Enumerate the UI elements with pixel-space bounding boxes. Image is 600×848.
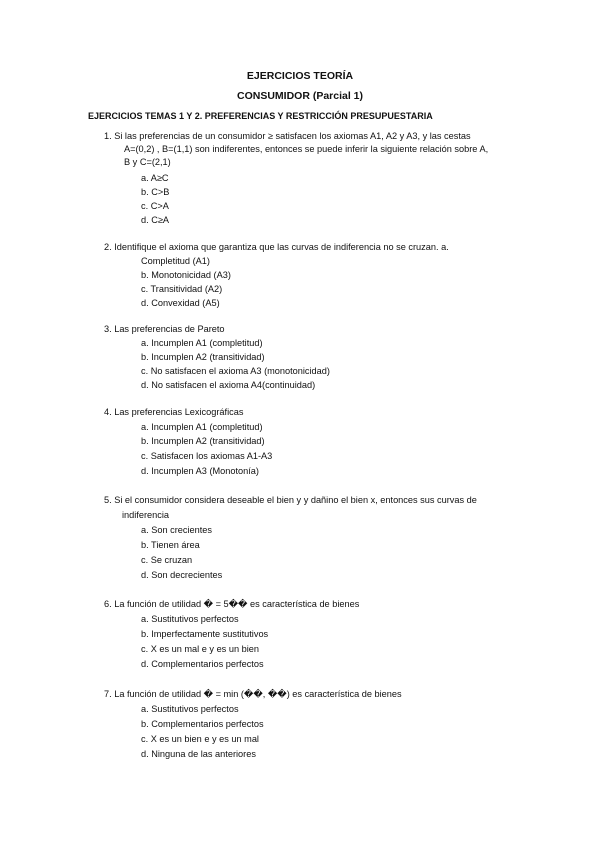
question-7-option-d: d. Ninguna de las anteriores — [141, 749, 256, 759]
question-6-option-c: c. X es un mal e y es un bien — [141, 644, 259, 654]
question-1-line-3: B y C=(2,1) — [124, 157, 171, 167]
question-1-option-b: b. C>B — [141, 187, 170, 197]
question-6-option-b: b. Imperfectamente sustitutivos — [141, 629, 269, 639]
question-5-option-c: c. Se cruzan — [141, 555, 193, 565]
question-7-option-b: b. Complementarios perfectos — [141, 719, 264, 729]
question-5-option-a: a. Son crecientes — [141, 525, 212, 535]
question-3-option-b: b. Incumplen A2 (transitividad) — [141, 352, 265, 362]
question-7-option-a: a. Sustitutivos perfectos — [141, 704, 239, 714]
question-5-option-d: d. Son decrecientes — [141, 570, 223, 580]
question-4-line-1: 4. Las preferencias Lexicográficas — [104, 407, 244, 417]
question-5-option-b: b. Tienen área — [141, 540, 200, 550]
question-1-option-d: d. C≥A — [141, 215, 170, 225]
question-3-line-1: 3. Las preferencias de Pareto — [104, 324, 225, 334]
question-2-line-2: Completitud (A1) — [141, 256, 210, 266]
question-6-line-1: 6. La función de utilidad � = 5�� es característica de bienes — [104, 599, 360, 609]
question-3-option-d: d. No satisfacen el axioma A4(continuidad) — [141, 380, 316, 390]
question-6-option-a: a. Sustitutivos perfectos — [141, 614, 239, 624]
question-1-line-2: A=(0,2) , B=(1,1) son indiferentes, entonces se puede inferir la siguiente relación sobre A, — [124, 144, 489, 154]
question-4-option-d: d. Incumplen A3 (Monotonía) — [141, 466, 259, 476]
section-heading: EJERCICIOS TEMAS 1 Y 2. PREFERENCIAS Y RESTRICCIÓN PRESUPUESTARIA — [88, 111, 433, 121]
question-7-line-1: 7. La función de utilidad � = min (��, ��) es característica de bienes — [104, 689, 402, 699]
question-5-line-2: indiferencia — [122, 510, 169, 520]
question-7-option-c: c. X es un bien e y es un mal — [141, 734, 259, 744]
question-3-option-a: a. Incumplen A1 (completitud) — [141, 338, 263, 348]
question-4-option-b: b. Incumplen A2 (transitividad) — [141, 436, 265, 446]
question-2-option-c: c. Transitividad (A2) — [141, 284, 223, 294]
question-4-option-c: c. Satisfacen los axiomas A1-A3 — [141, 451, 273, 461]
question-4-option-a: a. Incumplen A1 (completitud) — [141, 422, 263, 432]
question-6-option-d: d. Complementarios perfectos — [141, 659, 264, 669]
question-2-option-b: b. Monotonicidad (A3) — [141, 270, 231, 280]
question-1-option-c: c. C>A — [141, 201, 169, 211]
question-1-line-1: 1. Si las preferencias de un consumidor ≥ satisfacen los axiomas A1, A2 y A3, y las cestas — [104, 131, 471, 141]
question-2-option-d: d. Convexidad (A5) — [141, 298, 220, 308]
question-5-line-1: 5. Si el consumidor considera deseable el bien y y dañino el bien x, entonces sus curvas de — [104, 495, 477, 505]
document-subtitle: CONSUMIDOR (Parcial 1) — [236, 90, 364, 102]
question-2-line-1: 2. Identifique el axioma que garantiza que las curvas de indiferencia no se cruzan. a. — [104, 242, 449, 252]
question-1 — [104, 130, 514, 169]
question-1-option-a: a. A≥C — [141, 173, 169, 183]
document-title: EJERCICIOS TEORÍA — [246, 70, 354, 82]
question-3-option-c: c. No satisfacen el axioma A3 (monotonicidad) — [141, 366, 330, 376]
